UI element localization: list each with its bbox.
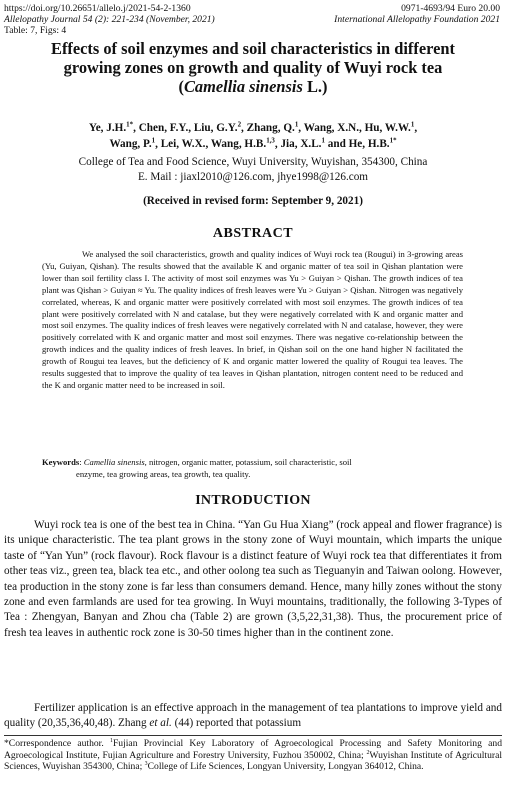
footnote-divider [4, 735, 502, 736]
author-list [10, 120, 496, 152]
footnote-sup: 2 [366, 749, 370, 756]
paragraph-text: (44) reported that potassium [171, 717, 302, 730]
footnote-text: Wuyishan Institute of Agricultural Sciences, Wuyishan 354300, China; [4, 749, 502, 773]
footnote [4, 738, 502, 773]
author-line-1 [10, 120, 496, 136]
author-sup: 1* [389, 136, 397, 145]
author-sup: 1 [151, 136, 156, 145]
journal-citation: Allelopathy Journal 54 (2): 221-234 (November, 2021) [4, 14, 215, 25]
author-text: , Zhang, Q. [241, 122, 295, 134]
paragraph-italic: et al. [149, 717, 172, 730]
author-text: , Lei, W.X., Wang, H.B. [155, 138, 267, 150]
author-sup: 1 [410, 120, 415, 129]
header-line-3 [4, 25, 500, 36]
paragraph-text: Fertilizer application is an effective approach in the management of tea plantations to improve yield and quality (20,35,36,40,48). Zhang [4, 702, 502, 730]
title-species: Camellia sinensis [184, 77, 303, 96]
paper-title [10, 39, 496, 96]
author-text: and He, H.B. [324, 138, 390, 150]
doi-link[interactable]: https://doi.org/10.26651/allelo.j/2021-54-2-1360 [4, 3, 191, 14]
email-line[interactable]: E. Mail : jiaxl2010@126.com, jhye1998@126.com [137, 171, 369, 183]
author-text: , [414, 122, 418, 134]
keywords-rest-1: , nitrogen, organic matter, potassium, soil characteristic, soil [144, 457, 352, 467]
tables-figs-count: Table: 7, Figs: 4 [4, 25, 67, 36]
author-sup: 1 [321, 136, 325, 145]
author-sup: 1,3 [266, 136, 275, 145]
title-species-suffix: L.) [302, 77, 328, 96]
keywords-block: Keywords: Camellia sinensis, nitrogen, organic matter, potassium, soil characteristic, soil enzyme, tea growing areas, tea growth, tea quality. [42, 457, 463, 481]
author-sup: 2 [237, 120, 242, 129]
foundation-name: International Allelopathy Foundation 2021 [334, 14, 500, 25]
title-line-2: growing zones on growth and quality of Wuyi rock tea [63, 58, 443, 77]
affiliation-line: College of Tea and Food Science, Wuyi University, Wuyishan, 354300, China [78, 156, 428, 168]
received-date: (Received in revised form: September 9, 2021) [143, 195, 363, 207]
header-line-2 [4, 14, 500, 25]
author-text: , Jia, X.L. [274, 138, 322, 150]
intro-paragraph-2 [4, 701, 502, 732]
title-line-1: Effects of soil enzymes and soil characteristics in different [51, 39, 455, 58]
footnote-sup: 1 [110, 737, 113, 744]
author-text: , Chen, F.Y., Liu, G.Y. [133, 122, 238, 134]
author-text: Ye, J.H. [88, 122, 127, 134]
keywords-rest-2: enzyme, tea growing areas, tea growth, tea quality. [76, 468, 251, 479]
intro-paragraph-1: Wuyi rock tea is one of the best tea in China. “Yan Gu Hua Xiang” (rock appeal and flower fragrance) is its unique characteristic. The tea plant grows in the stony zone of Wuyi mountain, which imparts the unique taste of “Yan Yun” (rock flavour). Rock flavour is a distinct feature of Wuyi rock tea that differentiates it from other teas viz., green tea, black tea etc., and other oolong tea such as Tieguanyin and Taiwan oolong. However, tea production in the stony zone is far less than consumers demand. Hence, many hilly zones without the stony zone and even farmlands are used for tea growing. In Wuyi mountains, traditionally, the following 3-Types of Tea : Zhengyan, Banyan and Zhou cha (Table 2) are grown (3,5,22,31,38). Thus, the procurement price of fresh tea leaves in authentic rock zone is 30-50 times higher than in the continent zone. [4, 519, 502, 639]
header-line-1 [4, 3, 500, 14]
introduction-heading: INTRODUCTION [195, 493, 311, 508]
footnote-text: College of Life Sciences, Longyan University, Longyan 364012, China. [147, 761, 424, 773]
author-sup: 1* [126, 120, 134, 129]
footnote-text: *Correspondence author. [4, 738, 110, 749]
author-text: Wang, P. [109, 138, 152, 150]
abstract-heading: ABSTRACT [212, 226, 294, 241]
affiliation-block [10, 155, 496, 185]
author-sup: 1 [294, 120, 299, 129]
author-text: , Wang, X.N., Hu, W.W. [298, 122, 411, 134]
title-line-3: (Camellia sinensis L.) [178, 77, 328, 96]
keyword-species: Camellia sinensis [83, 457, 145, 467]
keywords-label: Keywords [42, 457, 80, 467]
footnote-text: Fujian Provincial Key Laboratory of Agroecological Processing and Safety Monitoring and Agroecological Institute, Fujian Agriculture and Forestry University, Fuzhou 350002, China; [4, 738, 502, 761]
abstract-text: We analysed the soil characteristics, growth and quality indices of Wuyi rock tea (Rougui) in 3-growing areas (Yu, Guiyan, Qishan). The results showed that the available K and organic matter of tea soil in Qishan plantation were lower than soil fertility class I. The activity of most soil enzymes was Yu > Guiyan > Qishan. The growth indices of tea plant was Qishan > Guiyan ≈ Yu. The quality indices of fresh leaves were Yu > Guiyan > Qishan. Nitrogen was negatively correlated, whereas, K and organic matter were positively correlated with most soil enzymes. The growth indices of tea plant were positively correlated with N and catalase, but they were negatively correlated with K and organic matter and most soil enzymes. The quality indices of fresh leaves were negatively correlated with N and catalase, however, they were positively correlated with K and organic matter and most soil enzymes. There was negative co-relationship between the growth indices and the quality indices of fresh leaves. In brief, in Qishan soil on the one hand higher N facilitated the growth of Rougui tea leaves, but the deficiency of K and organic matter lowered the quality of Rougui tea leaves. The results suggested that to improve the quality of tea leaves in Qishan plantation, nitrogen content need to be reduced and the K and organic matter need to be increased in soil. [42, 249, 463, 390]
issn-price: 0971-4693/94 Euro 20.00 [401, 3, 500, 14]
footnote-sup: 3 [144, 761, 148, 767]
author-line-2 [10, 136, 496, 152]
